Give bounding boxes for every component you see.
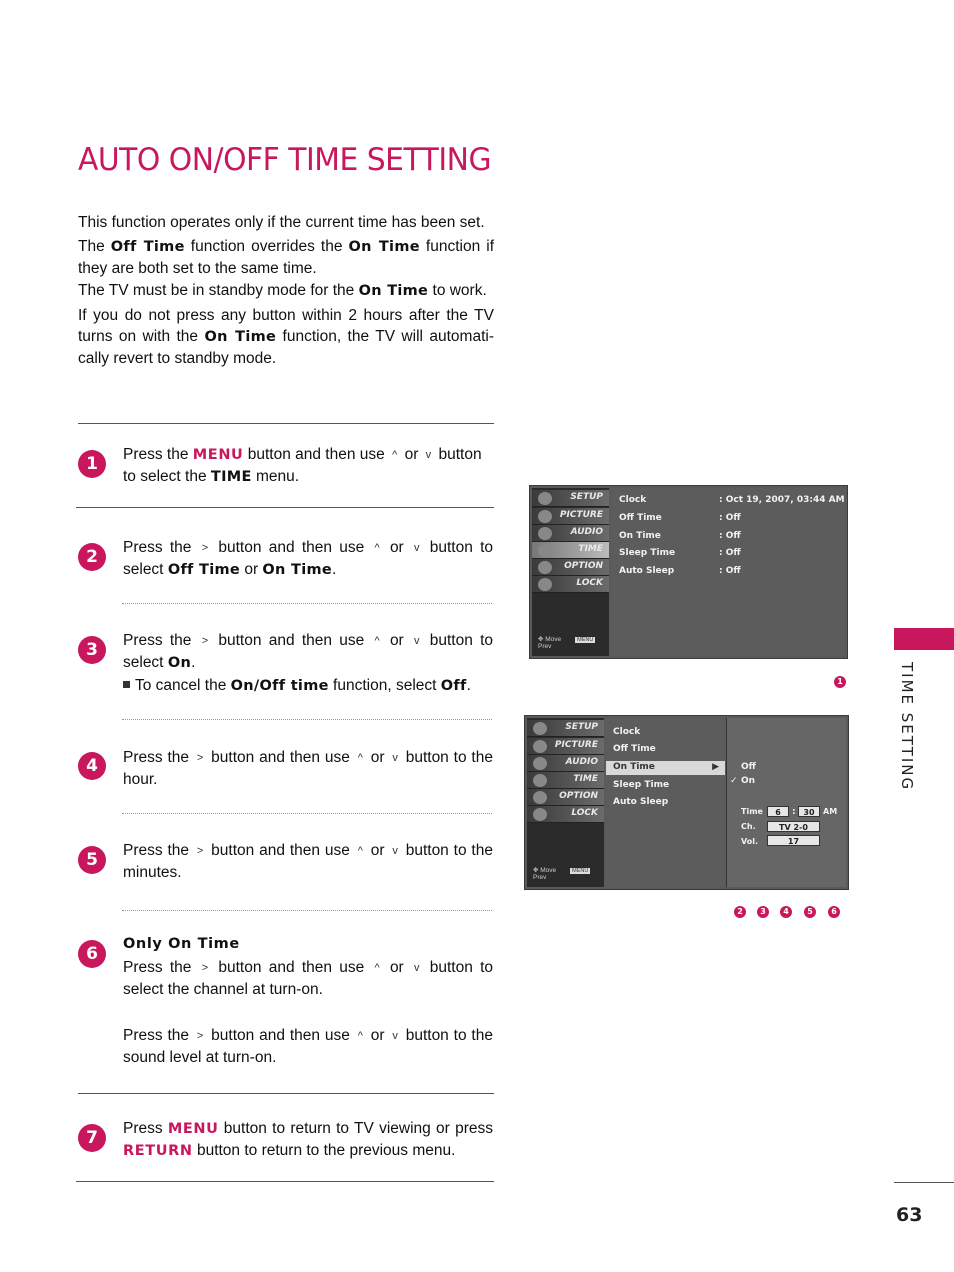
- divider: [894, 1182, 954, 1183]
- callout-badge: 2: [734, 906, 746, 918]
- up-arrow-icon: ^: [374, 542, 380, 554]
- page-number: 63: [896, 1204, 923, 1226]
- row-label: Auto Sleep: [619, 566, 675, 576]
- picture-icon: [538, 510, 552, 523]
- option-off: Off: [741, 762, 756, 772]
- row-label: Off Time: [619, 513, 662, 523]
- tv-menu-audio: AUDIO: [527, 755, 604, 772]
- row-selected: On Time ▶: [606, 761, 725, 775]
- tv-content: [611, 488, 845, 656]
- picture-icon: [533, 740, 547, 753]
- tv-menu-audio: AUDIO: [532, 525, 609, 542]
- right-arrow-icon: >: [201, 962, 209, 974]
- divider: [78, 423, 494, 424]
- row-value: : Off: [719, 566, 741, 576]
- callout-badge: 4: [780, 906, 792, 918]
- callout-badge: 3: [757, 906, 769, 918]
- step-4-text: Press the > button and then use ^ or v button to the hour.: [123, 749, 493, 788]
- step-2-text: Press the > button and then use ^ or v button to select Off Time or On Time.: [123, 539, 494, 578]
- setup-icon: [538, 492, 552, 505]
- row-value: : Oct 19, 2007, 03:44 AM: [719, 495, 845, 505]
- intro-paragraph: The Off Time function overrides the On Time function if they are both set to the same time.: [78, 238, 495, 277]
- channel-label: Ch.: [741, 822, 756, 831]
- tv-menu-option: OPTION: [527, 789, 604, 806]
- square-bullet-icon: [123, 681, 130, 688]
- row-value: : Off: [719, 513, 741, 523]
- row-label: Sleep Time: [619, 548, 676, 558]
- step-6-heading: Only On Time: [123, 936, 240, 952]
- audio-icon: [538, 527, 552, 540]
- tv-footer: ✥ Move MENU Prev: [538, 636, 594, 650]
- down-arrow-icon: v: [425, 449, 432, 461]
- tv-menu-lock: LOCK: [532, 576, 609, 593]
- up-arrow-icon: ^: [392, 449, 398, 461]
- step-number-3: 3: [78, 636, 106, 664]
- tv-footer: ✥ Move MENU Prev: [533, 867, 589, 881]
- row-value: : Off: [719, 531, 741, 541]
- volume-label: Vol.: [741, 837, 759, 846]
- tv-sidebar: [532, 488, 609, 656]
- divider: [78, 1093, 494, 1094]
- volume-field: 17: [767, 835, 820, 846]
- dotted-divider: [122, 813, 492, 814]
- ampm-label: AM: [823, 807, 838, 816]
- tv-menu-setup: SETUP: [532, 490, 609, 507]
- right-arrow-icon: >: [196, 752, 204, 764]
- intro-paragraph: If you do not press any button within 2 hours after the TV turns on with the On Time function, the TV will automati-cally revert to standby mode.: [78, 307, 494, 367]
- move-icon: ✥: [538, 636, 544, 643]
- option-icon: [533, 791, 547, 804]
- down-arrow-icon: v: [392, 845, 398, 857]
- down-arrow-icon: v: [392, 752, 398, 764]
- section-label: TIME SETTING: [898, 662, 916, 792]
- row-value: : Off: [719, 548, 741, 558]
- option-on: On: [741, 776, 756, 786]
- down-arrow-icon: v: [413, 542, 420, 554]
- right-arrow-icon: >: [196, 845, 204, 857]
- step-number-2: 2: [78, 543, 106, 571]
- hour-field: 6: [767, 806, 789, 817]
- lock-icon: [533, 808, 547, 821]
- down-arrow-icon: v: [413, 962, 420, 974]
- intro-paragraph: The TV must be in standby mode for the On Time to work.: [78, 282, 487, 299]
- clock-icon: [538, 544, 552, 557]
- intro-text: [78, 212, 494, 372]
- setup-icon: [533, 722, 547, 735]
- row-label: On Time: [619, 531, 661, 541]
- step-1-text: Press the MENU button and then use ^ or v button to select the TIME menu.: [123, 446, 482, 485]
- divider: [76, 507, 494, 508]
- right-arrow-icon: >: [201, 635, 209, 647]
- minute-field: 30: [798, 806, 820, 817]
- lock-icon: [538, 578, 552, 591]
- up-arrow-icon: ^: [374, 962, 380, 974]
- down-arrow-icon: v: [392, 1030, 398, 1042]
- tv-content: [606, 718, 725, 887]
- callout-badge: 5: [804, 906, 816, 918]
- dotted-divider: [122, 910, 492, 911]
- dotted-divider: [122, 603, 492, 604]
- up-arrow-icon: ^: [357, 752, 363, 764]
- down-arrow-icon: v: [413, 635, 420, 647]
- channel-field: TV 2-0: [767, 821, 820, 832]
- step-7-text: Press MENU button to return to TV viewing or press RETURN button to return to the previous menu.: [123, 1120, 493, 1159]
- row-label: Clock: [613, 727, 641, 737]
- right-arrow-icon: >: [201, 542, 209, 554]
- row-label: Clock: [619, 495, 647, 505]
- right-arrow-icon: >: [196, 1030, 204, 1042]
- step-6-text: Press the > button and then use ^ or v button to select the channel at turn-on.: [123, 959, 494, 998]
- tv-submenu: [726, 718, 846, 887]
- audio-icon: [533, 757, 547, 770]
- tv-screen-on-time: [524, 715, 849, 890]
- callout-badge: 6: [828, 906, 840, 918]
- move-icon: ✥: [533, 867, 539, 874]
- tv-menu-picture: PICTURE: [527, 738, 604, 755]
- step-number-7: 7: [78, 1124, 106, 1152]
- step-number-4: 4: [78, 752, 106, 780]
- tv-menu-time: TIME: [527, 772, 604, 789]
- divider: [76, 1181, 494, 1182]
- dotted-divider: [122, 719, 492, 720]
- tv-screen-time-menu: [529, 485, 848, 659]
- row-label: Auto Sleep: [613, 797, 669, 807]
- step-3-text: Press the > button and then use ^ or v button to select On.: [123, 632, 494, 671]
- tv-menu-lock: LOCK: [527, 806, 604, 823]
- tv-menu-time: TIME: [532, 542, 609, 559]
- tv-menu-setup: SETUP: [527, 720, 604, 737]
- up-arrow-icon: ^: [374, 635, 380, 647]
- step-number-5: 5: [78, 846, 106, 874]
- check-icon: ✓: [730, 776, 738, 786]
- up-arrow-icon: ^: [357, 1030, 363, 1042]
- callout-badge: 1: [834, 676, 846, 688]
- clock-icon: [533, 774, 547, 787]
- step-5-text: Press the > button and then use ^ or v button to the minutes.: [123, 842, 493, 881]
- right-triangle-icon: ▶: [712, 762, 719, 772]
- time-colon: :: [792, 807, 796, 817]
- row-label: Off Time: [613, 744, 656, 754]
- option-icon: [538, 561, 552, 574]
- row-label: Sleep Time: [613, 780, 670, 790]
- intro-paragraph: This function operates only if the current time has been set.: [78, 214, 485, 231]
- tv-sidebar: [527, 718, 604, 887]
- step-number-6: 6: [78, 940, 106, 968]
- section-tab: [894, 628, 954, 650]
- time-label: Time: [741, 807, 763, 816]
- page-title: AUTO ON/OFF TIME SETTING: [78, 142, 492, 178]
- up-arrow-icon: ^: [357, 845, 363, 857]
- tv-menu-option: OPTION: [532, 559, 609, 576]
- step-6-text-2: Press the > button and then use ^ or v button to the sound level at turn-on.: [123, 1027, 493, 1066]
- step-number-1: 1: [78, 450, 106, 478]
- tv-menu-picture: PICTURE: [532, 508, 609, 525]
- step-3-note: To cancel the On/Off time function, select Off.: [123, 675, 493, 697]
